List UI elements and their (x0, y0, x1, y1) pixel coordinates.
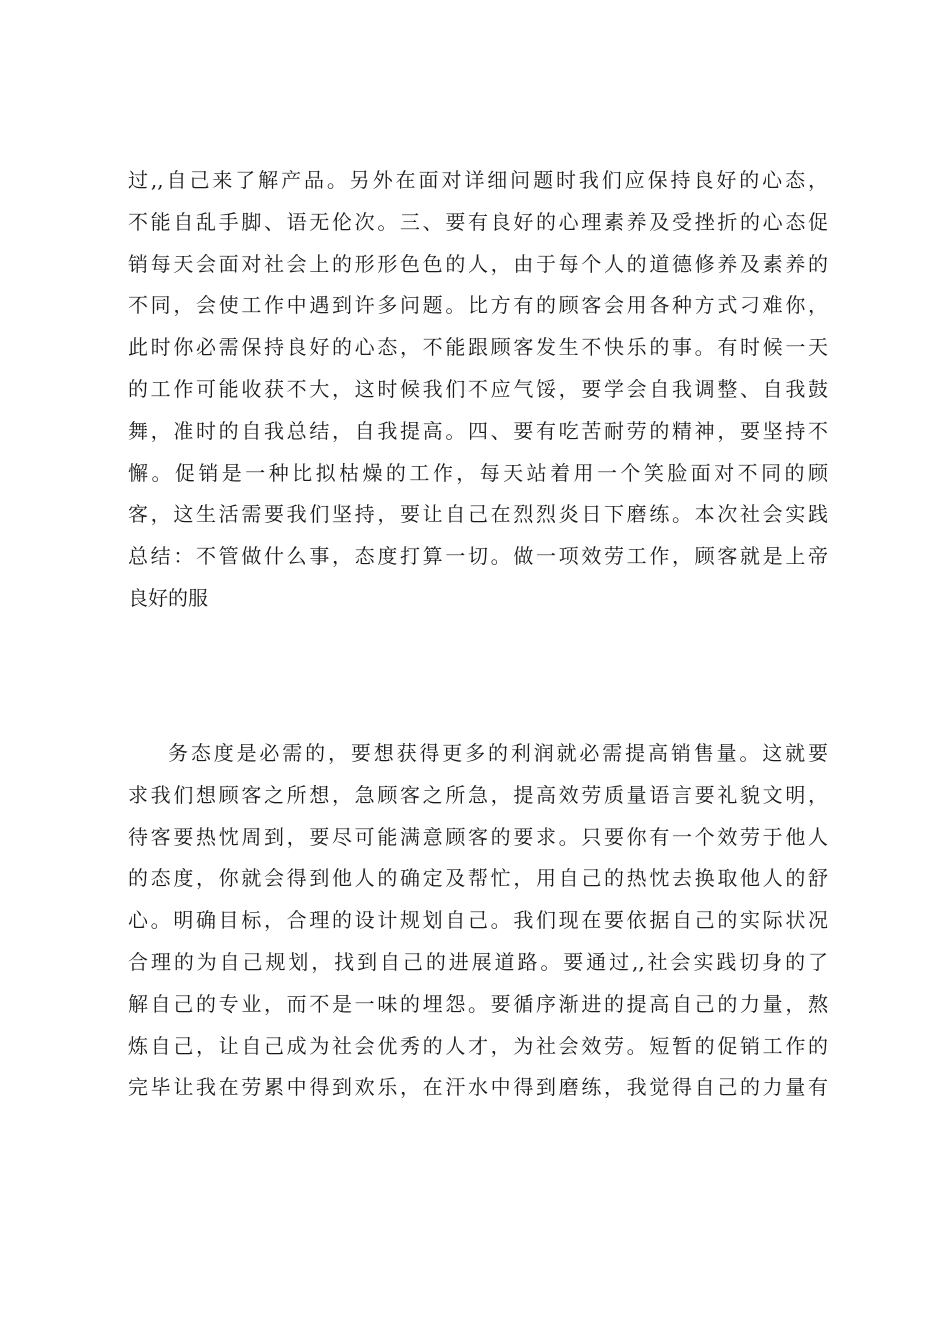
paragraph-line: 舞，准时的自我总结，自我提高。四、要有吃苦耐劳的精神，要坚持不 (128, 418, 828, 443)
paragraph-line: 解自己的专业，而不是一味的埋怨。要循序渐进的提高自己的力量，熬 (128, 991, 828, 1016)
paragraph-line: 求我们想顾客之所想，急顾客之所急，提高效劳质量语言要礼貌文明， (128, 782, 828, 807)
paragraph-line: 炼自己，让自己成为社会优秀的人才，为社会效劳。短暂的促销工作的 (128, 1033, 828, 1058)
paragraph-line: 合理的为自己规划，找到自己的进展道路。要通过,,社会实践切身的了 (128, 949, 828, 974)
paragraph-line: 待客要热忱周到，要尽可能满意顾客的要求。只要你有一个效劳于他人 (128, 824, 828, 849)
paragraph-line: 过,,自己来了解产品。另外在面对详细问题时我们应保持良好的心态， (128, 168, 828, 192)
paragraph-line: 总结：不管做什么事，态度打算一切。做一项效劳工作，顾客就是上帝 (128, 544, 828, 569)
paragraph-line: 懈。促销是一种比拟枯燥的工作，每天站着用一个笑脸面对不同的顾 (128, 460, 828, 485)
paragraph-line: 销每天会面对社会上的形形色色的人，由于每个人的道德修养及素养的 (128, 251, 828, 276)
paragraph-2 (128, 733, 828, 1109)
paragraph-line: 良好的服 (128, 585, 208, 610)
paragraph-line: 不同，会使工作中遇到许多问题。比方有的顾客会用各种方式刁难你， (128, 293, 828, 318)
paragraph-1 (128, 160, 828, 620)
paragraph-line: 客，这生活需要我们坚持，要让自己在烈烈炎日下磨练。本次社会实践 (128, 502, 828, 527)
paragraph-line: 务态度是必需的，要想获得更多的利润就必需提高销售量。这就要 (168, 741, 828, 765)
paragraph-line: 不能自乱手脚、语无伦次。三、要有良好的心理素养及受挫折的心态促 (128, 209, 828, 234)
paragraph-line: 完毕让我在劳累中得到欢乐，在汗水中得到磨练，我觉得自己的力量有 (128, 1075, 828, 1100)
paragraph-line: 此时你必需保持良好的心态，不能跟顾客发生不快乐的事。有时候一天 (128, 335, 828, 360)
paragraph-line: 的工作可能收获不大，这时候我们不应气馁，要学会自我调整、自我鼓 (128, 376, 828, 401)
paragraph-line: 心。明确目标，合理的设计规划自己。我们现在要依据自己的实际状况 (128, 908, 828, 933)
paragraph-line: 的态度，你就会得到他人的确定及帮忙，用自己的热忱去换取他人的舒 (128, 866, 828, 891)
